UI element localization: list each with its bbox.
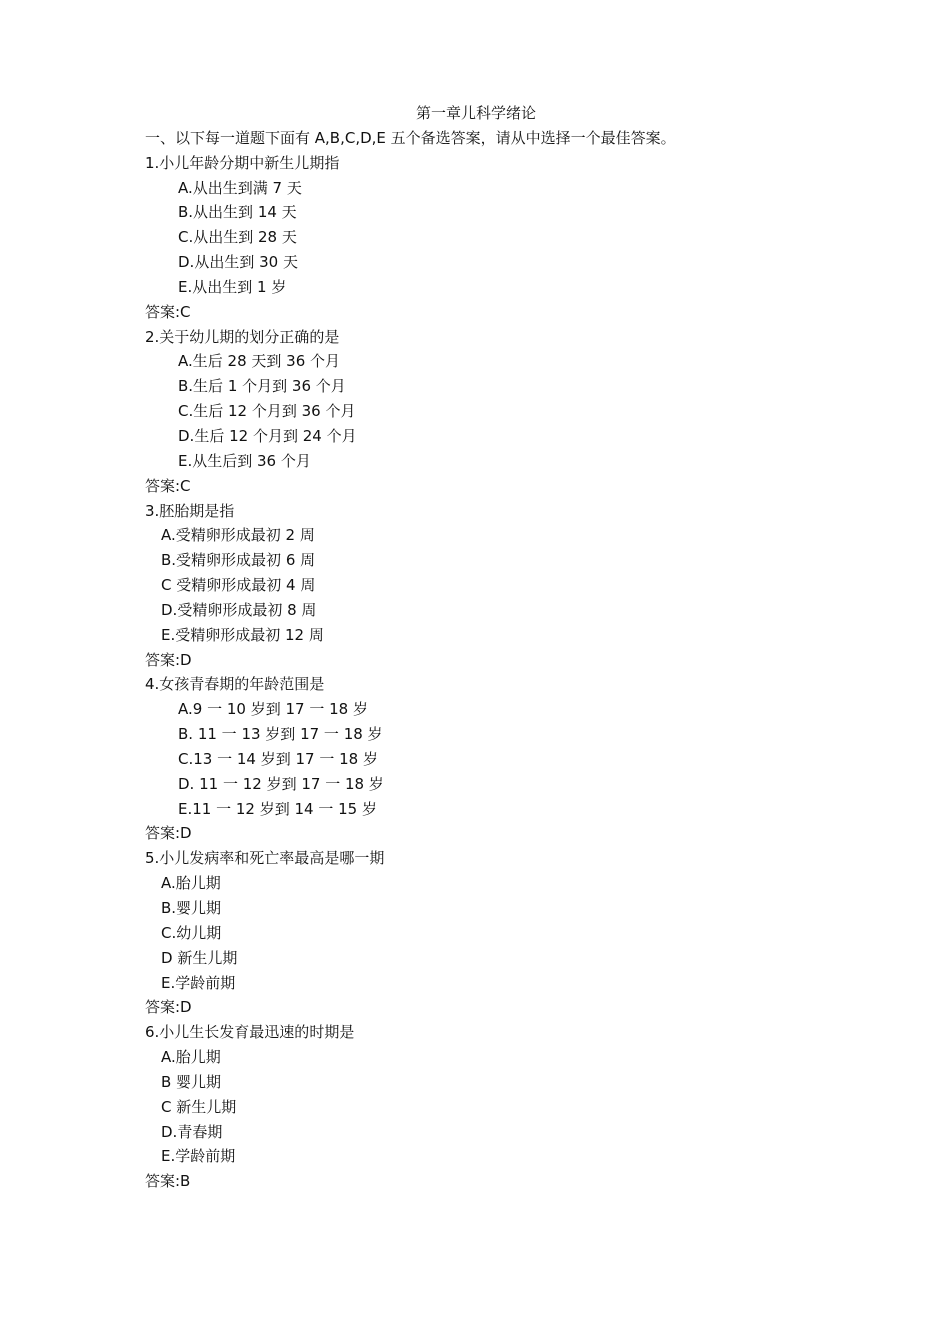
question-block (145, 1020, 825, 1194)
answer-option: A.胎儿期 (161, 1048, 221, 1067)
answer-option: B.从出生到 14 天 (178, 203, 297, 222)
answer-option: A.9 一 10 岁到 17 一 18 岁 (178, 700, 368, 719)
answer-option: E.从出生到 1 岁 (178, 277, 287, 296)
instruction-text: 一、以下每一道题下面有 A,B,C,D,E 五个备选答案，请从中选择一个最佳答案。 (145, 128, 676, 147)
question-block (145, 151, 825, 325)
answer-option: B.生后 1 个月到 36 个月 (178, 377, 346, 396)
question-block (145, 325, 825, 499)
answer-option: C.生后 12 个月到 36 个月 (178, 402, 356, 421)
answer-key: 答案:D (145, 824, 192, 843)
answer-option: A.生后 28 天到 36 个月 (178, 352, 341, 371)
question-stem: 2.关于幼儿期的划分正确的是 (145, 327, 340, 346)
answer-option: E.11 一 12 岁到 14 一 15 岁 (178, 799, 377, 818)
question-list (145, 151, 825, 1194)
answer-key: 答案:D (145, 998, 192, 1017)
answer-option: B.婴儿期 (161, 899, 222, 917)
question-block (145, 672, 825, 846)
answer-option: E.学龄前期 (161, 973, 236, 992)
answer-option: D.青春期 (161, 1122, 223, 1141)
question-stem: 6.小儿生长发育最迅速的时期是 (145, 1023, 355, 1042)
question-stem: 1.小儿年龄分期中新生儿期指 (145, 153, 340, 172)
question-stem: 5.小儿发病率和死亡率最高是哪一期 (145, 849, 385, 868)
answer-option: E.受精卵形成最初 12 周 (161, 625, 324, 644)
answer-key: 答案:D (145, 650, 192, 669)
document-body (145, 101, 825, 1194)
document-title: 第一章儿科学绪论 (415, 104, 536, 122)
answer-key: 答案:B (145, 1172, 191, 1191)
answer-option: D.生后 12 个月到 24 个月 (178, 426, 357, 445)
answer-option: D. 11 一 12 岁到 17 一 18 岁 (178, 774, 384, 793)
answer-option: C.从出生到 28 天 (178, 228, 297, 247)
answer-option: B 婴儿期 (161, 1072, 222, 1091)
answer-option: B. 11 一 13 岁到 17 一 18 岁 (178, 725, 383, 744)
answer-option: B.受精卵形成最初 6 周 (161, 551, 316, 570)
question-block (145, 846, 825, 1020)
answer-option: C.13 一 14 岁到 17 一 18 岁 (178, 749, 378, 768)
answer-option: D 新生儿期 (161, 948, 238, 967)
question-block (145, 499, 825, 673)
question-stem: 3.胚胎期是指 (145, 501, 235, 520)
answer-option: E.从生后到 36 个月 (178, 451, 311, 470)
answer-option: E.学龄前期 (161, 1147, 236, 1166)
question-stem: 4.女孩青春期的年龄范围是 (145, 675, 325, 694)
answer-option: A.受精卵形成最初 2 周 (161, 526, 315, 545)
answer-key: 答案:C (145, 476, 191, 495)
answer-option: D.从出生到 30 天 (178, 253, 298, 272)
answer-option: D.受精卵形成最初 8 周 (161, 600, 317, 619)
answer-option: A.胎儿期 (161, 874, 221, 893)
answer-key: 答案:C (145, 302, 191, 321)
answer-option: C 新生儿期 (161, 1097, 237, 1116)
answer-option: A.从出生到满 7 天 (178, 178, 302, 197)
answer-option: C 受精卵形成最初 4 周 (161, 576, 316, 595)
answer-option: C.幼儿期 (161, 923, 222, 942)
